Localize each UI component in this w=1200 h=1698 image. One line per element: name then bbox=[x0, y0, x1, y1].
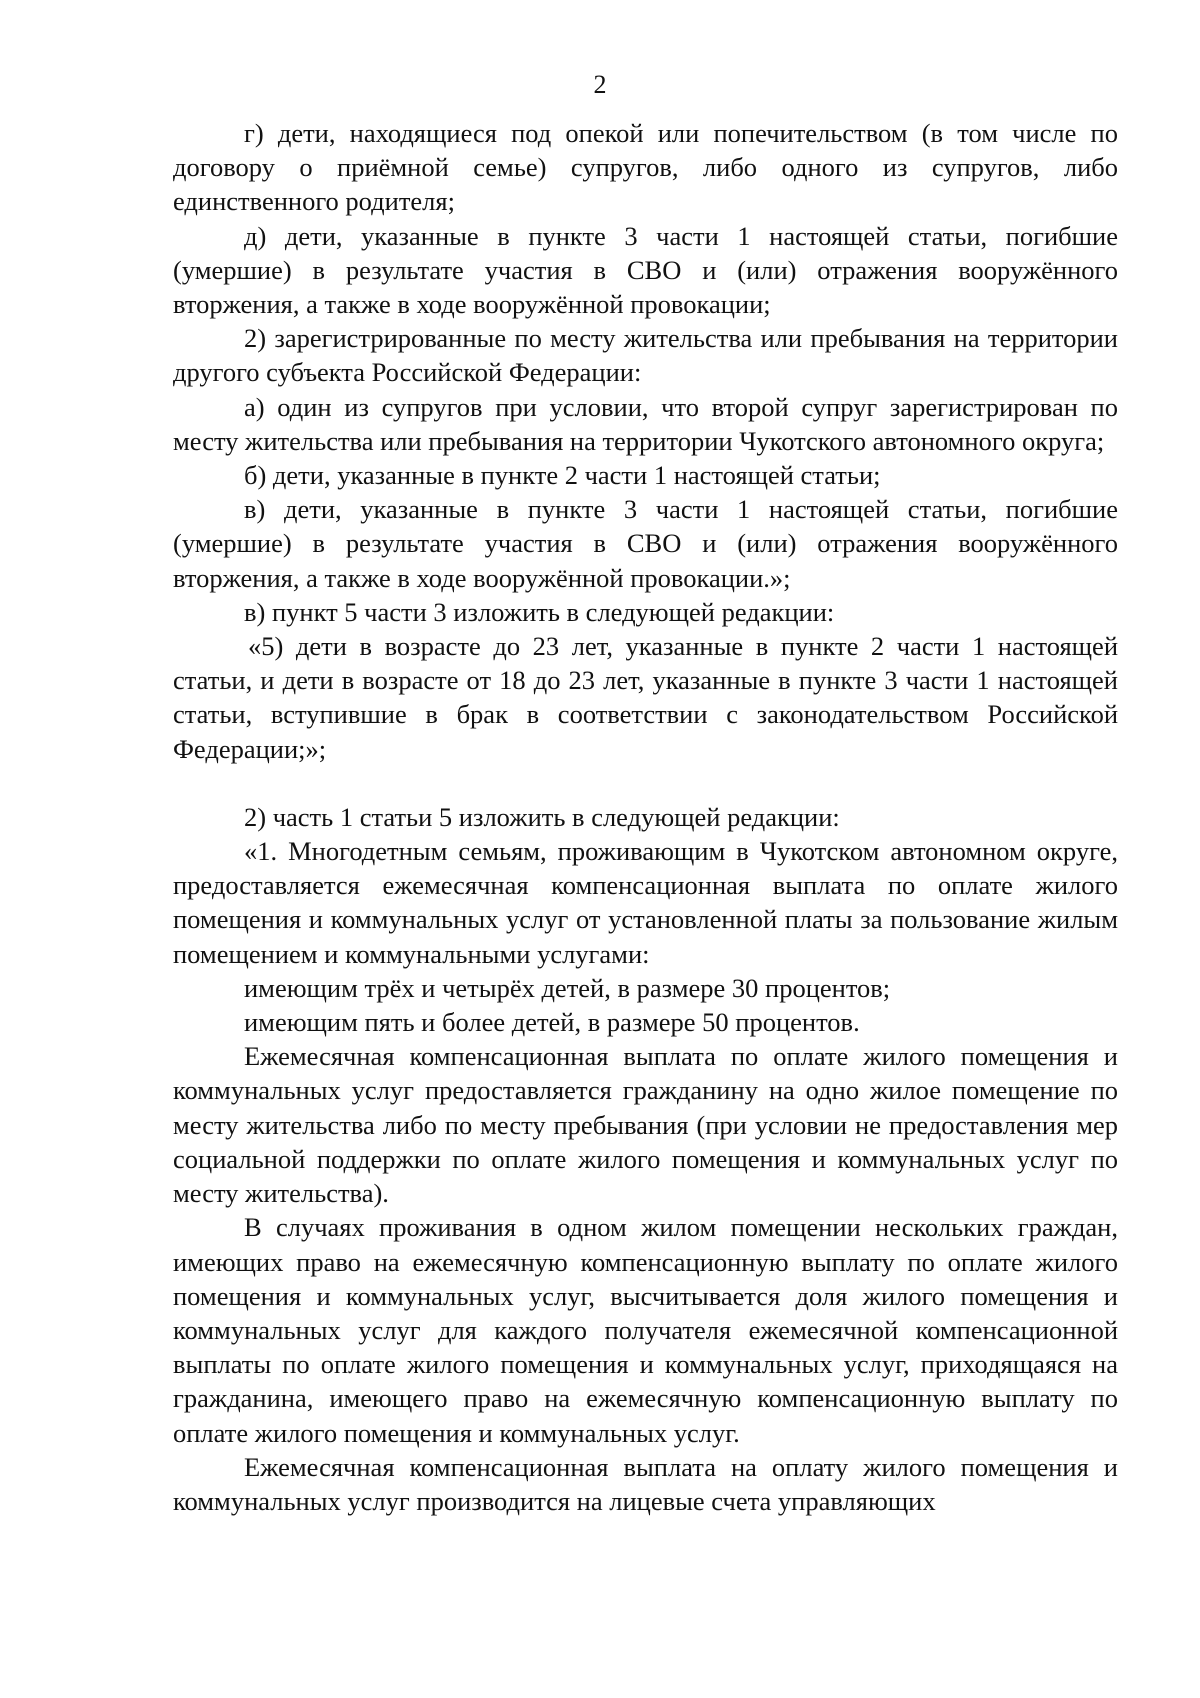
paragraph: в) пункт 5 части 3 изложить в следующей редакции: bbox=[244, 596, 835, 627]
paragraph-gap bbox=[173, 766, 1118, 800]
paragraph: «5) дети в возрасте до 23 лет, указанные в пункте 2 части 1 настоящей статьи, и дети в возрасте от 18 до 23 лет, указанные в пункте 3 части 1 настоящей статьи, вступившие в брак в соответствии с законодательством Российской Федерации;»; bbox=[173, 631, 1118, 764]
paragraph: д) дети, указанные в пункте 3 части 1 настоящей статьи, погибшие (умершие) в результате участия в СВО и (или) отражения вооружённого вторжения, а также в ходе вооружённой провокации; bbox=[173, 220, 1118, 320]
paragraph: б) дети, указанные в пункте 2 части 1 настоящей статьи; bbox=[244, 460, 881, 491]
paragraph: имеющим пять и более детей, в размере 50 процентов. bbox=[244, 1007, 860, 1038]
page-number: 2 bbox=[593, 70, 607, 99]
paragraph: имеющим трёх и четырёх детей, в размере 30 процентов; bbox=[244, 972, 891, 1003]
paragraph: а) один из супругов при условии, что второй супруг зарегистрирован по месту жительства или пребывания на территории Чукотского автономного округа; bbox=[173, 391, 1118, 456]
paragraph: Ежемесячная компенсационная выплата на оплату жилого помещения и коммунальных услуг производится на лицевые счета управляющих bbox=[173, 1451, 1118, 1516]
paragraph: 2) зарегистрированные по месту жительства или пребывания на территории другого субъекта Российской Федерации: bbox=[173, 323, 1118, 388]
paragraph: «1. Многодетным семьям, проживающим в Чукотском автономном округе, предоставляется ежемесячная компенсационная выплата по оплате жилого помещения и коммунальных услуг от установленной платы за пользование жилым помещением и коммунальными услугами: bbox=[173, 836, 1118, 969]
paragraph: в) дети, указанные в пункте 3 части 1 настоящей статьи, погибшие (умершие) в результате участия в СВО и (или) отражения вооружённого вторжения, а также в ходе вооружённой провокации.»; bbox=[173, 494, 1118, 593]
paragraph: Ежемесячная компенсационная выплата по оплате жилого помещения и коммунальных услуг предоставляется гражданину на одно жилое помещение по месту жительства либо по месту пребывания (при условии не предоставления мер социальной поддержки по оплате жилого помещения и коммунальных услуг по месту жительства). bbox=[173, 1041, 1118, 1209]
paragraph: г) дети, находящиеся под опекой или попечительством (в том числе по договору о приёмной семье) супругов, либо одного из супругов, либо единственного родителя; bbox=[173, 118, 1118, 217]
document-body bbox=[173, 116, 1118, 1518]
paragraph: 2) часть 1 статьи 5 изложить в следующей редакции: bbox=[244, 801, 840, 832]
paragraph: В случаях проживания в одном жилом помещении нескольких граждан, имеющих право на ежемесячную компенсационную выплату по оплате жилого помещения и коммунальных услуг, высчитывается доля жилого помещения и коммунальных услуг для каждого получателя ежемесячной компенсационной выплаты по оплате жилого помещения и коммунальных услуг, приходящаяся на гражданина, имеющего право на ежемесячную компенсационную выплату по оплате жилого помещения и коммунальных услуг. bbox=[173, 1212, 1118, 1448]
